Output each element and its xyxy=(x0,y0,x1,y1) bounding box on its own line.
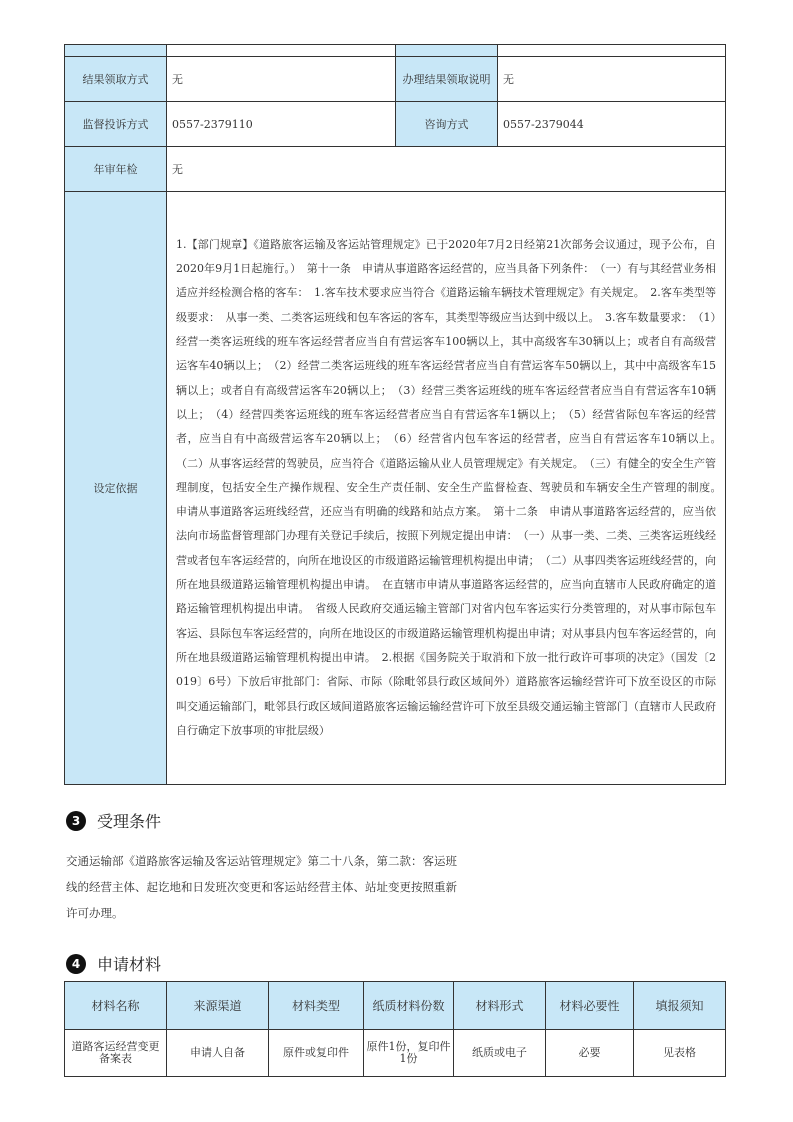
result-method-label: 结果领取方式 xyxy=(65,57,167,102)
column-header: 来源渠道 xyxy=(167,982,269,1030)
table-header-row xyxy=(65,982,726,1030)
section-number-badge: 3 xyxy=(66,811,86,831)
material-copies: 原件1份，复印件1份 xyxy=(364,1030,454,1077)
basis-cell xyxy=(167,192,726,785)
conditions-text: 交通运输部《道路旅客运输及客运站管理规定》第二十八条，第二款：客运班线的经营主体、起讫地和日发班次变更和客运站经营主体、站址变更按照重新许可办理。 xyxy=(66,854,457,920)
section-title: 申请材料 xyxy=(97,955,162,974)
table-row xyxy=(65,1030,726,1077)
cell-empty xyxy=(167,45,396,57)
material-necessity: 必要 xyxy=(546,1030,634,1077)
material-notes: 见表格 xyxy=(634,1030,726,1077)
material-form: 纸质或电子 xyxy=(454,1030,546,1077)
column-header: 填报须知 xyxy=(634,982,726,1030)
basis-text: 1.【部门规章】《道路旅客运输及客运站管理规定》已于2020年7月2日经第21次部务会议通过，现予公布，自2020年9月1日起施行。） 第十一条 申请从事道路客运经营的，应当具备下列条件： （一）有与其经营业务相适应并经检测合格的客车： 1.客车技术要求应当符合《道路运输车辆技术管理规定》有关规定。 2.客车类型等级要求： 从事一类、二类客运班线和包车客运的客车，其类型等级应当达到中级以上。 3.客车数量要求： （1）经营一类客运班线的班车客运经营者应当自有营运客车100辆以上，其中高级客车30辆以上；或者自有高级营运客车40辆以上； （2）经营二类客运班线的班车客运经营者应当自有营运客车50辆以上，其中中高级客车15辆以上；或者自有高级营运客车20辆以上； （3）经营三类客运班线的班车客运经营者应当自有营运客车10辆以上； （4）经营四类客运班线的班车客运经营者应当自有营运客车1辆以上； （5）经营省际包车客运的经营者，应当自有中高级营运客车20辆以上； （6）经营省内包车客运的经营者，应当自有营运客车10辆以上。 （二）从事客运经营的驾驶员，应当符合《道路运输从业人员管理规定》有关规定。 （三）有健全的安全生产管理制度，包括安全生产操作规程、安全生产责任制、安全生产监督检查、驾驶员和车辆安全生产管理的制度。 申请从事道路客运班线经营，还应当有明确的线路和站点方案。 第十二条 申请从事道路客运经营的，应当依法向市场监督管理部门办理有关登记手续后，按照下列规定提出申请： （一）从事一类、二类、三类客运班线经营或者包车客运经营的，向所在地设区的市级道路运输管理机构提出申请； （二）从事四类客运班线经营的，向所在地县级道路运输管理机构提出申请。 在直辖市申请从事道路客运经营的，应当向直辖市人民政府确定的道路运输管理机构提出申请。 省级人民政府交通运输主管部门对省内包车客运实行分类管理的，对从事市际包车客运、县际包车客运经营的，向所在地设区的市级道路运输管理机构提出申请；对从事县内包车客运经营的，向所在地县级道路运输管理机构提出申请。 2.根据《国务院关于取消和下放一批行政许可事项的决定》（国发〔2019〕6号）下放后审批部门：省际、市际（除毗邻县行政区域间外）道路旅客运输经营许可下放至设区的市际叫交通运输部门，毗邻县行政区域间道路旅客运输运输经营许可下放至县级交通运输主管部门（直辖市人民政府自行确定下放事项的审批层级） xyxy=(176,237,727,737)
cell-empty xyxy=(396,45,498,57)
complaint-label: 监督投诉方式 xyxy=(65,102,167,147)
table-row xyxy=(65,57,726,102)
column-header: 材料形式 xyxy=(454,982,546,1030)
section-header-conditions xyxy=(66,809,161,832)
table-row xyxy=(65,102,726,147)
material-name: 道路客运经营变更备案表 xyxy=(65,1030,167,1077)
section-number-badge: 4 xyxy=(66,954,86,974)
cell-empty xyxy=(498,45,726,57)
result-note-value: 无 xyxy=(498,57,726,102)
materials-table xyxy=(64,981,726,1077)
table-row xyxy=(65,147,726,192)
complaint-phone: 0557-2379110 xyxy=(167,102,396,147)
info-table xyxy=(64,44,726,785)
column-header: 纸质材料份数 xyxy=(364,982,454,1030)
consult-phone: 0557-2379044 xyxy=(498,102,726,147)
section-header-materials xyxy=(66,952,161,975)
column-header: 材料名称 xyxy=(65,982,167,1030)
result-method-value: 无 xyxy=(167,57,396,102)
table-row xyxy=(65,192,726,785)
column-header: 材料类型 xyxy=(269,982,364,1030)
material-source: 申请人自备 xyxy=(167,1030,269,1077)
annual-review-value: 无 xyxy=(167,147,726,192)
cell-empty xyxy=(65,45,167,57)
consult-label: 咨询方式 xyxy=(396,102,498,147)
result-note-label: 办理结果领取说明 xyxy=(396,57,498,102)
material-type: 原件或复印件 xyxy=(269,1030,364,1077)
annual-review-label: 年审年检 xyxy=(65,147,167,192)
column-header: 材料必要性 xyxy=(546,982,634,1030)
partial-top-row xyxy=(65,45,726,57)
basis-label: 设定依据 xyxy=(65,192,167,785)
section-title: 受理条件 xyxy=(97,812,162,831)
